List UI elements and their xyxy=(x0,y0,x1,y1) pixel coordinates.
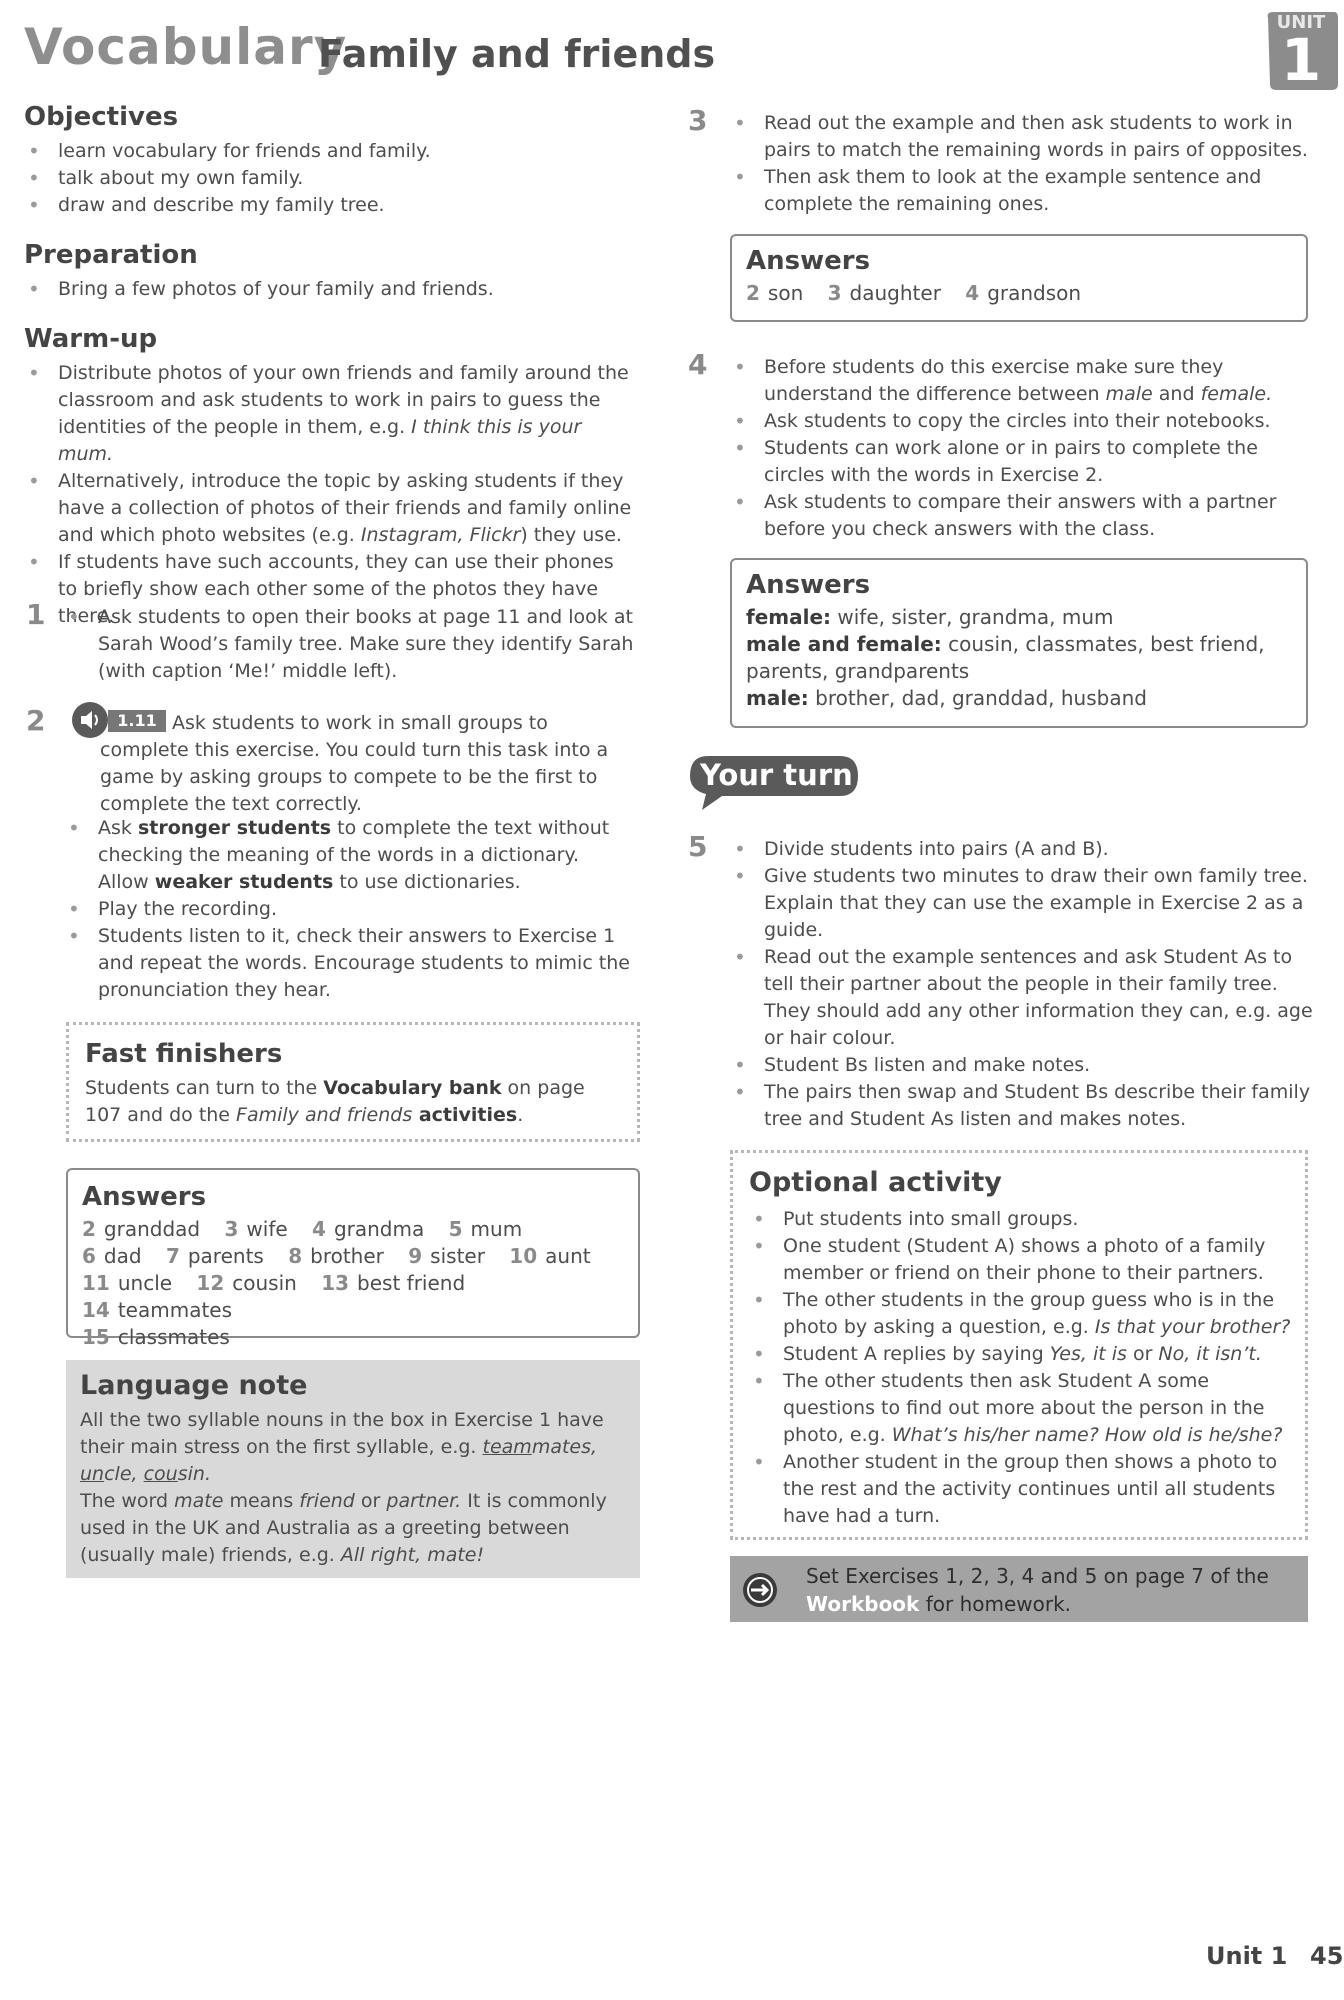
exercise-5-item: • The pairs then swap and Student Bs describe their family tree and Student As listen and makes notes. xyxy=(730,1079,1320,1133)
optional-item: • Student A replies by saying Yes, it is or No, it isn’t. xyxy=(749,1341,1291,1368)
page-title: Vocabulary xyxy=(24,18,348,76)
exercise-5 xyxy=(730,836,1320,1133)
homework-box xyxy=(730,1556,1308,1622)
footer-unit: Unit 1 xyxy=(1206,1942,1288,1970)
exercise-1-item: • Ask students to open their books at page 11 and look at Sarah Wood’s family tree. Make sure they identify Sarah (with caption ‘Me!’ middle left). xyxy=(64,604,634,685)
language-note-p1: All the two syllable nouns in the box in Exercise 1 have their main stress on the first syllable, e.g. teammates, uncle, cousin. xyxy=(80,1409,604,1485)
answers-box-exercise-3 xyxy=(730,234,1308,322)
answers-row: 11 uncle 12 cousin 13 best friend 14 teammates xyxy=(82,1271,466,1322)
exercise-2-item: • Play the recording. xyxy=(64,896,634,923)
track-badge: 1.11 xyxy=(108,710,166,732)
language-note-heading: Language note xyxy=(80,1370,308,1401)
objective-item: • draw and describe my family tree. xyxy=(24,192,634,219)
exercise-3-item: • Read out the example and then ask students to work in pairs to match the remaining words in pairs of opposites. xyxy=(730,110,1320,164)
exercise-4-number: 4 xyxy=(688,348,708,381)
exercise-5-item: • Give students two minutes to draw their own family tree. Explain that they can use the example in Exercise 2 as a guide. xyxy=(730,863,1320,944)
page-number: 45 xyxy=(1310,1942,1344,1970)
objectives-section xyxy=(24,102,634,219)
answers-heading: Answers xyxy=(746,246,871,276)
answers-row: 2 son 3 daughter 4 grandson xyxy=(746,281,1082,305)
objective-item: • learn vocabulary for friends and family. xyxy=(24,138,634,165)
exercise-3-item: • Then ask them to look at the example sentence and complete the remaining ones. xyxy=(730,164,1320,218)
optional-item: • One student (Student A) shows a photo of a family member or friend on their phone to their partners. xyxy=(749,1233,1291,1287)
optional-activity-box xyxy=(730,1150,1308,1540)
exercise-3-number: 3 xyxy=(688,104,708,137)
optional-item: • Another student in the group then shows a photo to the rest and the activity continues until all students have had a turn. xyxy=(749,1449,1291,1530)
exercise-2 xyxy=(64,815,634,1004)
optional-item: • The other students in the group guess who is in the photo by asking a question, e.g. Is that your brother? xyxy=(749,1287,1291,1341)
exercise-1-number: 1 xyxy=(26,598,46,631)
unit-badge-number: 1 xyxy=(1280,26,1322,94)
answers-row: 2 granddad 3 wife 4 grandma 5 mum xyxy=(82,1217,523,1241)
answers-heading: Answers xyxy=(82,1182,207,1212)
fast-finishers-heading: Fast finishers xyxy=(85,1039,283,1069)
warmup-section xyxy=(24,324,634,630)
unit-badge xyxy=(1262,8,1340,92)
answers-row: 6 dad 7 parents 8 brother 9 sister 10 aunt xyxy=(82,1244,591,1268)
preparation-item: • Bring a few photos of your family and friends. xyxy=(24,276,634,303)
exercise-3 xyxy=(730,110,1320,218)
exercise-2-item: • Ask stronger students to complete the text without checking the meaning of the words in a dictionary. Allow weaker students to use dictionaries. xyxy=(64,815,634,896)
answers-box-exercise-2 xyxy=(66,1168,640,1349)
arrow-right-icon xyxy=(742,1572,778,1608)
your-turn-badge xyxy=(688,754,860,814)
exercise-4-item: • Ask students to copy the circles into their notebooks. xyxy=(730,408,1320,435)
exercise-5-number: 5 xyxy=(688,830,708,863)
language-note-box xyxy=(66,1360,640,1578)
answers-male: male: brother, dad, granddad, husband xyxy=(746,686,1147,710)
answers-row: 15 classmates xyxy=(82,1325,230,1349)
exercise-5-item: • Student Bs listen and make notes. xyxy=(730,1052,1320,1079)
warmup-item: • Alternatively, introduce the topic by asking students if they have a collection of photos of their friends and family online and which photo websites (e.g. Instagram, Flickr) they use. xyxy=(24,468,634,549)
page-subtitle: Family and friends xyxy=(318,32,716,76)
your-turn-label: Your turn xyxy=(700,758,853,792)
exercise-2-number: 2 xyxy=(26,704,46,737)
optional-item: • Put students into small groups. xyxy=(749,1206,1291,1233)
answers-box-exercise-4 xyxy=(730,558,1308,728)
unit-badge-label: UNIT xyxy=(1276,12,1326,33)
exercise-1 xyxy=(64,604,634,685)
answers-female: female: wife, sister, grandma, mum xyxy=(746,605,1114,629)
language-note-p2: The word mate means friend or partner. It is commonly used in the UK and Australia as a greeting between (usually male) friends, e.g. All right, mate! xyxy=(80,1490,607,1566)
homework-text: Set Exercises 1, 2, 3, 4 and 5 on page 7 of the Workbook for homework. xyxy=(806,1564,1269,1616)
exercise-2-intro: Ask students to work in small groups to complete this exercise. You could turn this task into a game by asking groups to compete to be the first to complete the text correctly. xyxy=(100,712,609,815)
preparation-heading: Preparation xyxy=(24,240,198,270)
fast-finishers-text: Students can turn to the Vocabulary bank on page 107 and do the Family and friends activities. xyxy=(85,1077,585,1126)
warmup-item: • Distribute photos of your own friends and family around the classroom and ask students to work in pairs to guess the identities of the people in them, e.g. I think this is your mum. xyxy=(24,360,634,468)
exercise-5-item: • Read out the example sentences and ask Student As to tell their partner about the people in their family tree. They should add any other information they can, e.g. age or hair colour. xyxy=(730,944,1320,1052)
answers-heading: Answers xyxy=(746,570,871,600)
exercise-4 xyxy=(730,354,1320,543)
exercise-4-item: • Ask students to compare their answers with a partner before you check answers with the class. xyxy=(730,489,1320,543)
exercise-4-item: • Students can work alone or in pairs to complete the circles with the words in Exercise 2. xyxy=(730,435,1320,489)
warmup-heading: Warm-up xyxy=(24,324,158,354)
answers-male-and-female: male and female: cousin, classmates, best friend, parents, grandparents xyxy=(746,632,1265,683)
preparation-section xyxy=(24,240,634,303)
warmup-item: • If students have such accounts, they can use their phones to briefly show each other some of the photos they have there. xyxy=(24,549,634,630)
exercise-4-item: • Before students do this exercise make sure they understand the difference between male and female. xyxy=(730,354,1320,408)
objectives-heading: Objectives xyxy=(24,102,179,132)
objective-item: • talk about my own family. xyxy=(24,165,634,192)
fast-finishers-box xyxy=(66,1022,640,1142)
optional-activity-heading: Optional activity xyxy=(749,1167,1002,1198)
exercise-2-item: • Students listen to it, check their answers to Exercise 1 and repeat the words. Encourage students to mimic the pronunciation they hear. xyxy=(64,923,634,1004)
optional-item: • The other students then ask Student A some questions to find out more about the person in the photo, e.g. What’s his/her name? How old is he/she? xyxy=(749,1368,1291,1449)
exercise-5-item: • Divide students into pairs (A and B). xyxy=(730,836,1320,863)
